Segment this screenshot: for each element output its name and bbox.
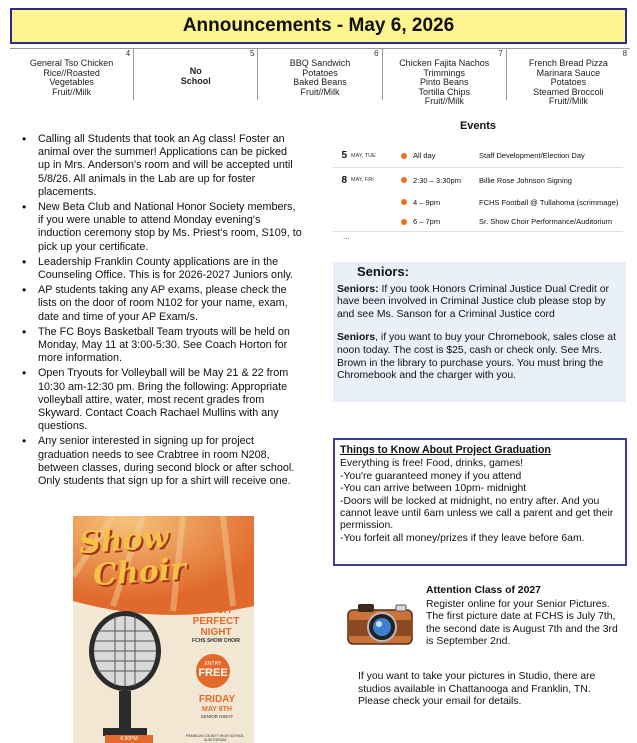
poster-line-1: PITCH [201, 605, 231, 616]
announcement-item: • The FC Boys Basketball Team tryouts will be held on Monday, May 11 at 3:00-5:30. See Coach Horton for more information. [20, 326, 302, 366]
announcement-item: • Any senior interested in signing up for project graduation needs to see Crabtree in room N208, between classes, during second block or after school. Only students that sign up for a shirt will receive one. [20, 435, 302, 488]
graduation-heading: Things to Know About Project Graduation [340, 444, 551, 456]
event-name: Sr. Show Choir Performance/Auditorium [479, 217, 612, 226]
menu-item: Fruit//Milk [548, 96, 588, 106]
menu-day-number: 7 [498, 49, 503, 58]
seniors-panel [333, 262, 626, 402]
event-dot-icon [401, 199, 407, 205]
poster-subtitle: FCHS SHOW CHOIR [191, 638, 241, 644]
page-title: Announcements - May 6, 2026 [182, 15, 455, 36]
menu-item: No [189, 66, 202, 76]
announcement-item: • Open Tryouts for Volleyball will be May 21 & 22 from 10:30 am-12:30 pm. Bring the following: Appropriate volleyball attire, water, most recent grades from Skyward. Contact Coach Rachael Mullins with any questions. [20, 367, 302, 433]
menu-day-number: 4 [125, 49, 131, 58]
graduation-line: Everything is free! Food, drinks, games! [340, 458, 524, 470]
poster-entry-badge [196, 661, 230, 679]
event-time: 4 – 9pm [413, 197, 441, 207]
studio-notice [358, 671, 620, 709]
show-choir-poster [73, 516, 254, 743]
poster-day: FRIDAY [198, 694, 236, 705]
poster-entry-value: FREE [198, 667, 228, 679]
project-graduation-box [333, 438, 627, 566]
announcement-item: • Calling all Students that took an Ag class! Foster an animal over the summer! Applications can be picked up in Mrs. Anderson's room and will be accepted until 5/8/26. All animals in the Lab are up for foster placements. [20, 133, 302, 199]
announcement-item: • New Beta Club and National Honor Society members, if you were unable to attend Monday evening's induction ceremony stop by Ms. Priest's room, S109, to pick up your certificate. [20, 201, 302, 254]
seniors-lead: Seniors [337, 332, 376, 344]
menu-day-5 [134, 48, 258, 100]
seniors-text: If you took Honors Criminal Justice Dual Credit or have been involved in Criminal Justice club please stop by and see Ms. Sanson for a Criminal Justice cord [337, 283, 609, 320]
seniors-paragraph [337, 284, 622, 322]
menu-item: Tortilla Chips [418, 86, 470, 97]
menu-item: General Tso Chicken [29, 58, 114, 68]
seniors-lead: Seniors: [337, 283, 379, 295]
seniors-text: , if you want to buy your Chromebook, sales close at noon today. The cost is $25, cash or check only. See Mrs. Brown in the library to purchase yours. You must bring the Chromebook and the charger with you. [337, 332, 616, 382]
menu-day-number: 5 [249, 49, 255, 58]
announcement-list [20, 133, 302, 490]
events-more[interactable]: ... [343, 232, 350, 241]
menu-item: Fruit//Milk [300, 86, 340, 97]
menu-item: Pinto Beans [419, 77, 469, 87]
poster-headline [185, 605, 247, 645]
menu-item: Chicken Fajita Nachos [399, 58, 490, 68]
poster-line-2: PERFECT [192, 616, 240, 627]
menu-item: BBQ Sandwich [289, 58, 351, 68]
event-time: 2:30 – 3:30pm [413, 175, 461, 185]
events-panel [333, 120, 623, 248]
menu-day-number: 8 [622, 49, 628, 58]
event-row[interactable] [333, 212, 623, 232]
poster-time: 6:30PM [120, 736, 138, 742]
announcement-item: • AP students taking any AP exams, please check the lists on the door of room N102 for your name, exam, date and time of your AP Exam/s. [20, 284, 302, 324]
graduation-line: -Doors will be locked at midnight, no entry after. And you cannot leave until 6am unless we call a parent and get their permission. [340, 495, 614, 532]
poster-tag: SENIOR NIGHT [200, 714, 234, 719]
menu-item: Fruit//Milk [52, 86, 92, 97]
poster-venue: FRANKLIN COUNTY HIGH SCHOOL AUDITORIUM [185, 734, 245, 742]
event-name: FCHS Football @ Tullahoma (scrimmage) [479, 197, 619, 207]
poster-date: MAY 8TH [202, 706, 232, 713]
poster-entry-label: ENTRY [204, 661, 222, 667]
menu-day-7 [383, 48, 507, 106]
graduation-line: -You forfeit all money/prizes if they leave before 6am. [340, 532, 585, 544]
event-dot-icon [401, 177, 407, 183]
class-2027-notice [426, 585, 626, 649]
seniors-paragraph [337, 332, 622, 382]
lunch-menu [10, 48, 630, 106]
event-row[interactable] [333, 168, 623, 192]
menu-item: School [180, 75, 211, 86]
menu-item: Potatoes [550, 77, 587, 87]
poster-title-2: Choir [91, 551, 187, 594]
event-time: 6 – 7pm [413, 217, 441, 226]
studio-text: If you want to take your pictures in Studio, there are studios available in Chattanooga and Franklin, TN. Please check your email for details. [358, 671, 596, 708]
event-weekday: MAY, TUE [351, 152, 376, 159]
event-dot-icon [401, 153, 407, 159]
camera-icon [344, 596, 416, 650]
menu-item: Trimmings [423, 67, 466, 78]
poster-title-1: Show [77, 519, 170, 562]
event-day: 8 [341, 174, 347, 186]
event-day: 5 [341, 150, 347, 161]
event-row[interactable] [333, 144, 623, 168]
menu-item: Steamed Broccoli [533, 86, 604, 97]
event-weekday: MAY, FRI [351, 177, 374, 183]
events-title: Events [459, 120, 497, 132]
graduation-line: -You can arrive between 10pm- midnight [340, 483, 527, 495]
menu-item: Vegetables [49, 77, 94, 87]
menu-item: Fruit//Milk [424, 96, 464, 106]
menu-item: Potatoes [302, 67, 338, 78]
menu-day-4 [10, 48, 134, 100]
announcement-item: • Leadership Franklin County applications are in the Counseling Office. This is for 2026-2027 Juniors only. [20, 256, 302, 282]
event-time: All day [413, 151, 436, 160]
menu-day-number: 6 [374, 49, 379, 58]
menu-item: Rice//Roasted [43, 67, 100, 78]
menu-item: Marinara Sauce [536, 67, 601, 78]
graduation-line: -You're guaranteed money if you attend [340, 470, 522, 482]
seniors-heading: Seniors: [357, 264, 410, 279]
menu-day-6 [258, 48, 382, 100]
class-2027-text: Register online for your Senior Pictures. The first picture date at FCHS is July 7th, the second date is August 7th and the 3rd is September 2nd. [426, 598, 618, 648]
menu-item: Baked Beans [293, 77, 347, 87]
menu-day-8 [507, 48, 630, 106]
class-2027-heading: Attention Class of 2027 [426, 585, 541, 596]
announcements-title [10, 8, 627, 44]
event-name: Billie Rose Johnson Signing [479, 175, 572, 185]
event-row[interactable] [333, 192, 623, 212]
poster-line-3: NIGHT [200, 627, 232, 638]
event-dot-icon [401, 219, 407, 225]
event-name: Staff Development/Election Day [479, 151, 585, 160]
poster-date-block [185, 694, 249, 719]
menu-item: French Bread Pizza [528, 58, 608, 68]
